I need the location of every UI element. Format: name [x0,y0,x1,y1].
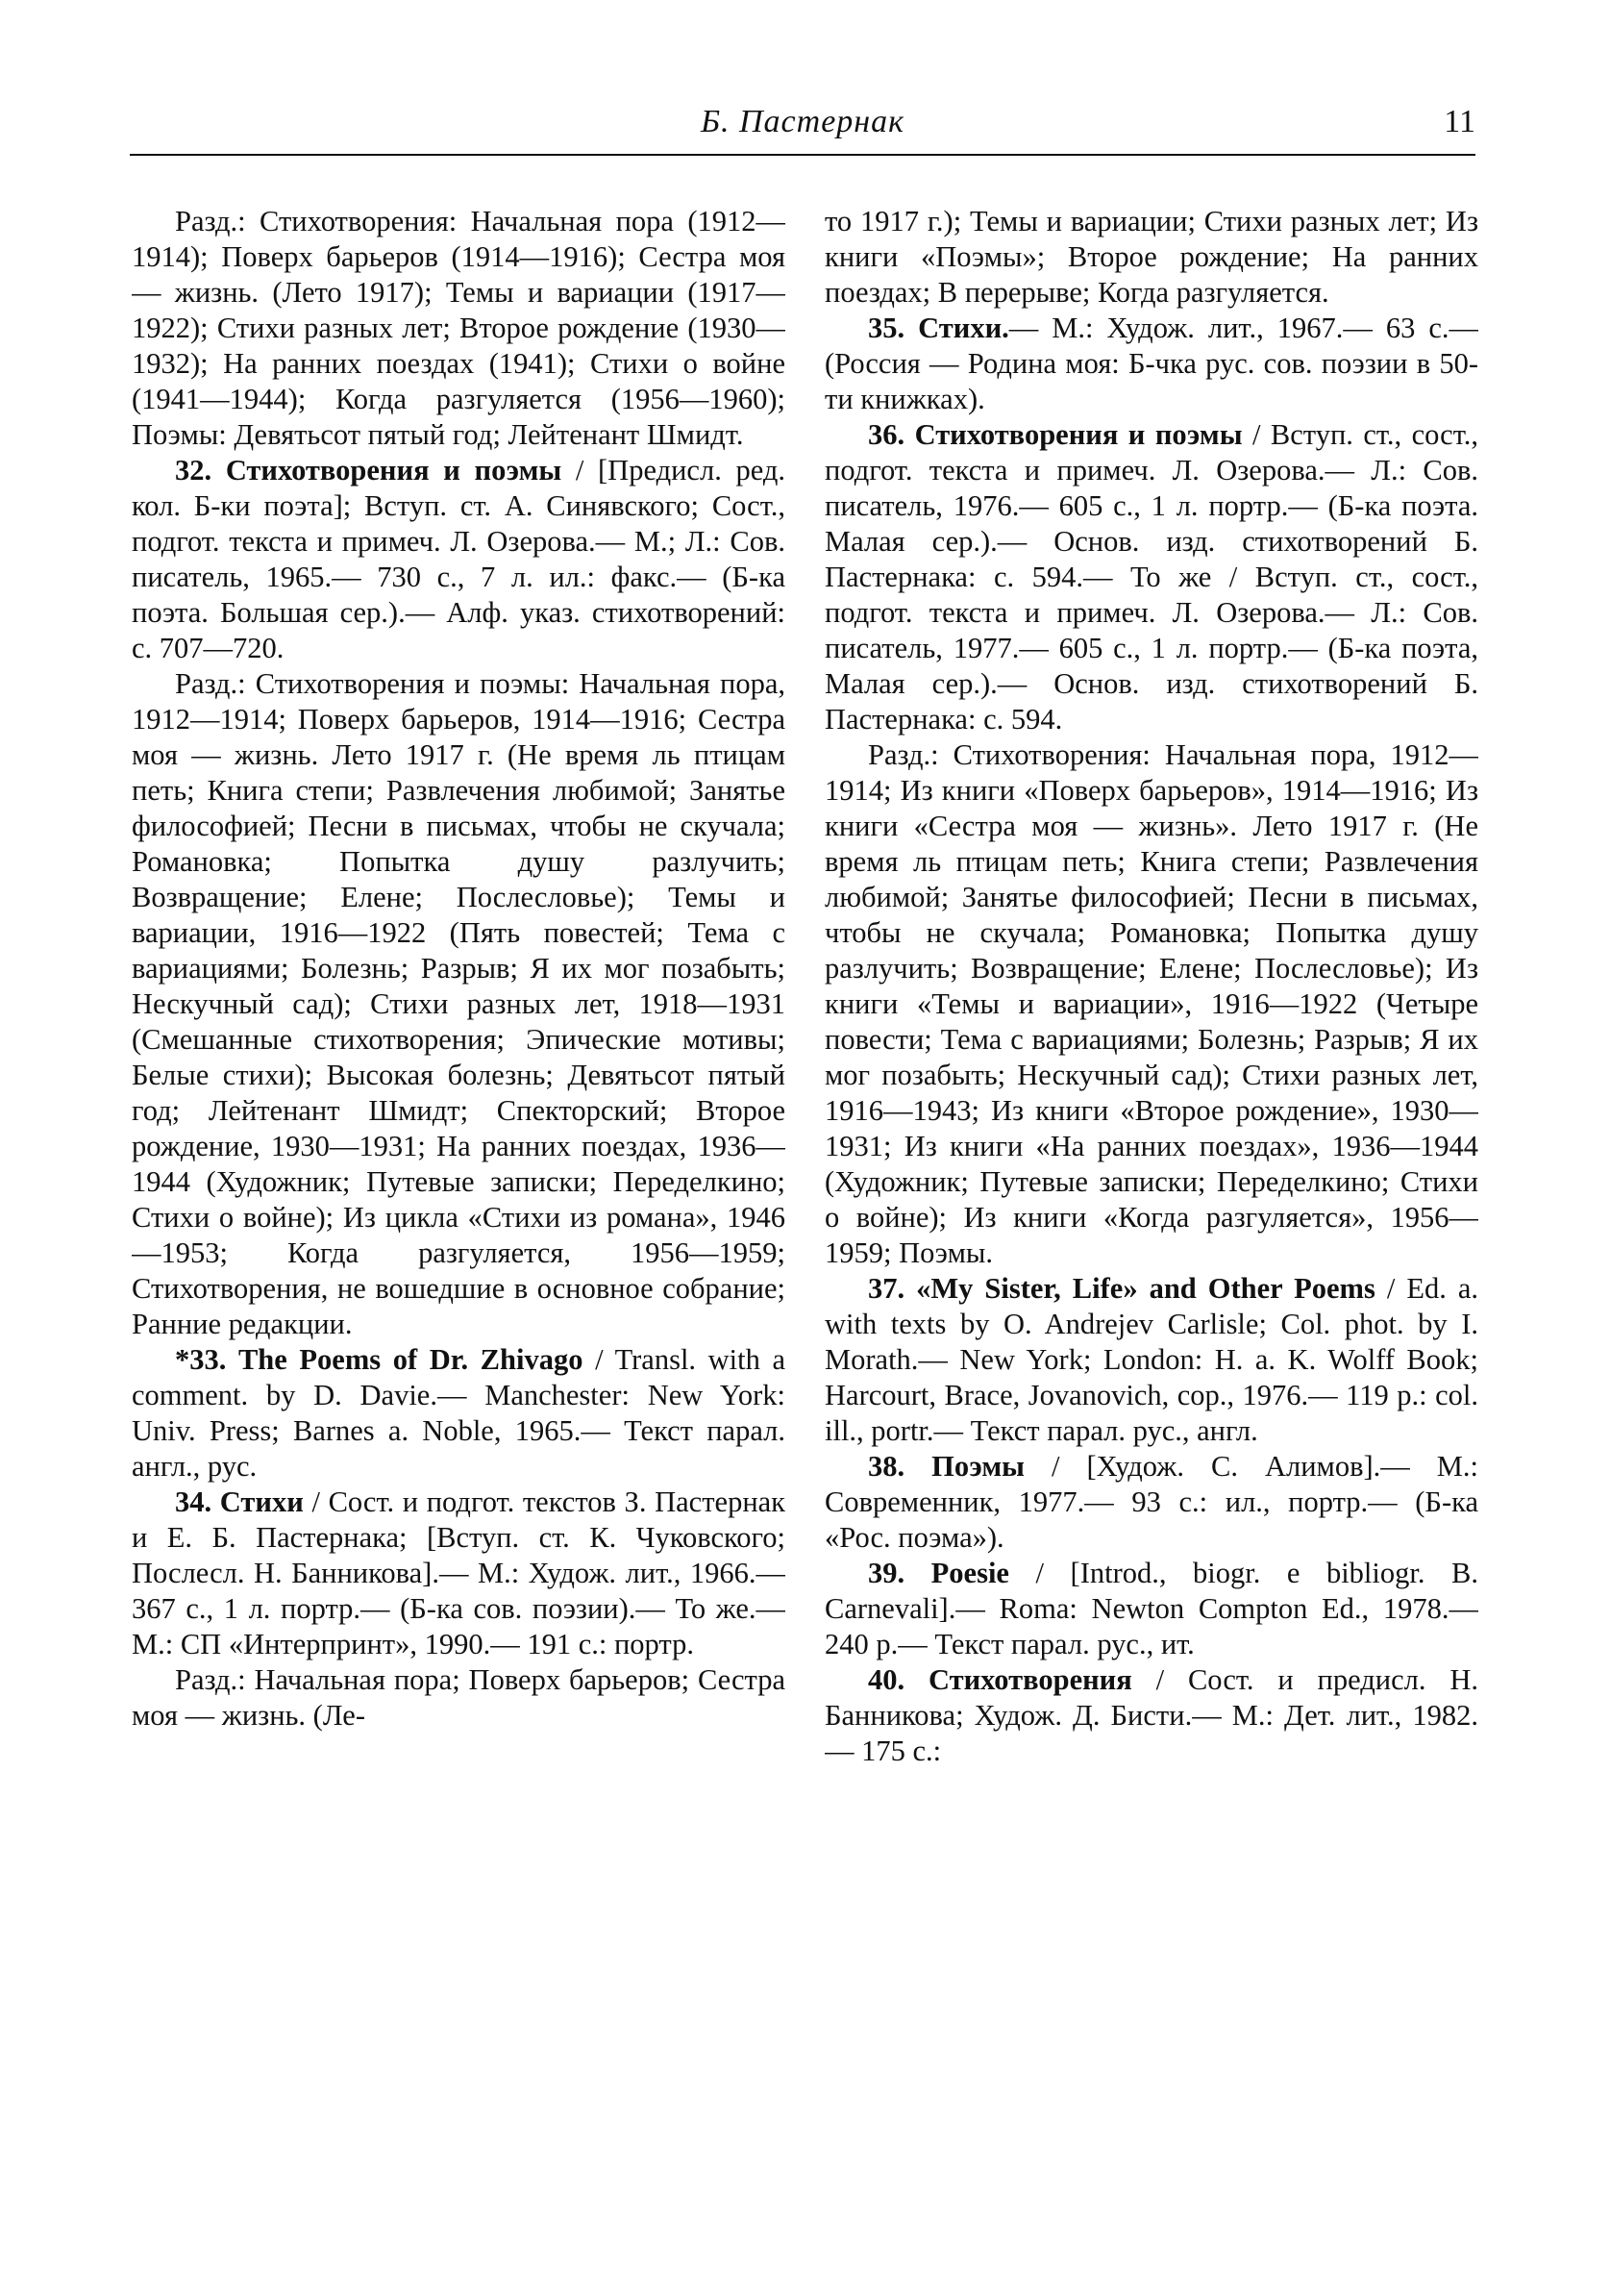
entry-number: 39. [868,1557,905,1589]
entry-text: Разд.: Начальная пора; Поверх барьеров; Сестра моя — жизнь. (Ле- [132,1663,785,1732]
entry-number: 38. [868,1450,905,1483]
entry-title: Поэмы [931,1450,1025,1483]
entry-number: 35. [868,312,905,344]
entry-number: *33. [175,1343,227,1376]
bibliography-entry [132,1342,785,1485]
entry-text: / [Худож. С. Алимов].— М.: Современник, 1977.— 93 с.: ил., портр.— (Б-ка «Рос. поэма»). [825,1450,1478,1554]
bibliography-entry [825,311,1478,417]
entry-text: / Сост. и предисл. Н. Банникова; Худож. Д. Бисти.— М.: Дет. лит., 1982.— 175 с.: [825,1663,1478,1767]
left-column [132,204,785,2233]
entry-number: 34. [175,1485,212,1518]
entry-text: то 1917 г.); Темы и вариации; Стихи разных лет; Из книги «Поэмы»; Второе рождение; На ранних поездах; В перерыве; Когда разгуляется. [825,205,1478,309]
entry-title: Стихотворения [929,1663,1132,1696]
entry-text: / [Предисл. ред. кол. Б-ки поэта]; Вступ. ст. А. Синявского; Сост., подгот. текста и примеч. Л. Озерова.— М.; Л.: Сов. писатель, 1965.— 730 с., 7 л. ил.: факс.— (Б-ка поэта. Большая сер.).— Алф. указ. стихотворений: с. 707—720. [132,454,785,664]
entry-text: Разд.: Стихотворения: Начальная пора (1912—1914); Поверх барьеров (1914—1916); Сестра моя — жизнь. (Лето 1917); Темы и вариации (1917—1922); Стихи разных лет; Второе рождение (1930—1932); На ранних поездах (1941); Стихи о войне (1941—1944); Когда разгуляется (1956—1960); Поэмы: Девятьсот пятый год; Лейтенант Шмидт. [132,205,785,451]
bibliography-entry [825,1449,1478,1556]
entry-title: «My Sister, Life» and Other Poems [916,1272,1375,1305]
entry-title: The Poems of Dr. Zhivago [237,1343,583,1376]
running-header [130,104,1475,152]
entry-paragraph [132,1662,785,1734]
bibliography-entry [825,1662,1478,1769]
bibliography-entry [825,417,1478,737]
entry-text: / [Introd., biogr. e bibliogr. B. Carnevali].— Roma: Newton Compton Ed., 1978.— 240 p.— Текст парал. рус., ит. [825,1557,1478,1660]
entry-paragraph [132,666,785,1342]
entry-number: 37. [868,1272,905,1305]
entry-text: Разд.: Стихотворения и поэмы: Начальная пора, 1912—1914; Поверх барьеров, 1914—1916; Сестра моя — жизнь. Лето 1917 г. (Не время ль птицам петь; Книга степи; Развлечения любимой; Занятье философией; Песни в письмах, чтобы не скучала; Романовка; Попытка душу разлучить; Возвращение; Елене; Послесловье); Темы и вариации, 1916—1922 (Пять повестей; Тема с вариациями; Болезнь; Разрыв; Я их мог позабыть; Нескучный сад); Стихи разных лет, 1918—1931 (Смешанные стихотворения; Эпические мотивы; Белые стихи); Высокая болезнь; Девятьсот пятый год; Лейтенант Шмидт; Спекторский; Второе рождение, 1930—1931; На ранних поездах, 1936—1944 (Художник; Путевые записки; Переделкино; Стихи о войне); Из цикла «Стихи из романа», 1946—1953; Когда разгуляется, 1956—1959; Стихотворения, не вошедшие в основное собрание; Ранние редакции. [132,667,785,1340]
entry-text: / Transl. with a comment. by D. Davie.— Manchester: New York: Univ. Press; Barnes a. Noble, 1965.— Текст парал. англ., рус. [132,1343,785,1483]
right-column [825,204,1478,2233]
entry-text: / Ed. a. with texts by O. Andrejev Carlisle; Col. phot. by I. Morath.— New York; London: H. a. K. Wolff Book; Harcourt, Brace, Jovanovich, cop., 1976.— 119 p.: col. ill., portr.— Текст парал. рус., англ. [825,1272,1478,1447]
entry-text: — М.: Худож. лит., 1967.— 63 с.— (Россия — Родина моя: Б-чка рус. сов. поэзии в 50-ти книжках). [825,312,1478,415]
running-title: Б. Пастернак [700,104,905,139]
entry-title: Poesie [930,1557,1009,1589]
entry-text: / Сост. и подгот. текстов З. Пастернак и Е. Б. Пастернака; [Вступ. ст. К. Чуковского; Послесл. Н. Банникова].— М.: Худож. лит., 1966.— 367 с., 1 л. портр.— (Б-ка сов. поэзии).— То же.— М.: СП «Интерпринт», 1990.— 191 с.: портр. [132,1485,785,1660]
entry-text: / Вступ. ст., сост., подгот. текста и примеч. Л. Озерова.— Л.: Сов. писатель, 1976.— 605 с., 1 л. портр.— (Б-ка поэта. Малая сер.).— Основ. изд. стихотворений Б. Пастернака: с. 594.— То же / Вступ. ст., сост., подгот. текста и примеч. Л. Озерова.— Л.: Сов. писатель, 1977.— 605 с., 1 л. портр.— (Б-ка поэта, Малая сер.).— Основ. изд. стихотворений Б. Пастернака: с. 594. [825,418,1478,736]
entry-title: Стихи [219,1485,304,1518]
entry-number: 36. [868,418,905,451]
entry-paragraph [825,737,1478,1271]
entry-number: 40. [868,1663,905,1696]
entry-title: Стихотворения и поэмы [225,454,562,487]
entry-paragraph [825,204,1478,311]
page-number: 11 [1444,104,1475,139]
entry-paragraph [132,204,785,453]
bibliography-entry [825,1556,1478,1662]
entry-number: 32. [175,454,212,487]
bibliography-entry [132,453,785,666]
bibliography-entry [825,1271,1478,1449]
bibliography-entry [132,1485,785,1662]
entry-title: Стихотворения и поэмы [914,418,1243,451]
header-rule [130,154,1475,156]
entry-title: Стихи. [918,312,1009,344]
entry-text: Разд.: Стихотворения: Начальная пора, 1912—1914; Из книги «Поверх барьеров», 1914—1916; Из книги «Сестра моя — жизнь». Лето 1917 г. (Не время ль птицам петь; Книга степи; Развлечения любимой; Занятье философией; Песни в письмах, чтобы не скучала; Романовка; Попытка душу разлучить; Возвращение; Елене; Послесловье); Из книги «Темы и вариации», 1916—1922 (Четыре повести; Тема с вариациями; Болезнь; Разрыв; Я их мог позабыть; Нескучный сад); Стихи разных лет, 1916—1943; Из книги «Второе рождение», 1930—1931; Из книги «На ранних поездах», 1936—1944 (Художник; Путевые записки; Переделкино; Стихи о войне); Из книги «Когда разгуляется», 1956—1959; Поэмы. [825,738,1478,1269]
